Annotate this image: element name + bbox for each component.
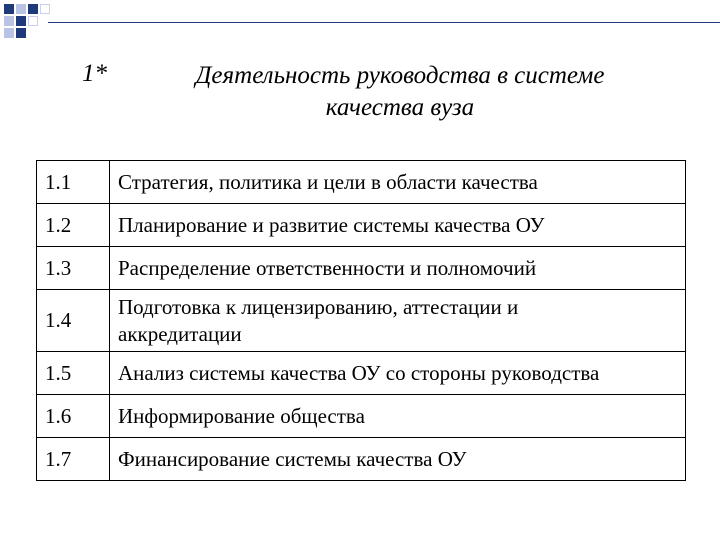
row-text: Стратегия, политика и цели в области качества [110, 161, 686, 204]
table-row [37, 204, 686, 247]
table-row [37, 352, 686, 395]
decor-square [28, 4, 38, 14]
row-text [110, 290, 686, 352]
row-number: 1.1 [37, 161, 110, 204]
row-text: Информирование общества [110, 395, 686, 438]
table-row [37, 438, 686, 481]
row-number: 1.4 [37, 290, 110, 352]
row-number: 1.7 [37, 438, 110, 481]
decor-square [4, 4, 14, 14]
table-row [37, 247, 686, 290]
decor-square [40, 4, 50, 14]
slide-title [0, 58, 720, 128]
row-text: Анализ системы качества ОУ со стороны руководства [110, 352, 686, 395]
row-text-line-1: Подготовка к лицензированию, аттестации и [118, 294, 519, 319]
decor-square [28, 16, 38, 26]
row-text-line-2: аккредитации [118, 321, 242, 346]
section-number: 1* [82, 60, 107, 87]
row-number: 1.5 [37, 352, 110, 395]
row-text: Финансирование системы качества ОУ [110, 438, 686, 481]
table-row [37, 290, 686, 352]
top-rule [48, 22, 720, 23]
decor-square [16, 16, 26, 26]
table-row [37, 395, 686, 438]
row-number: 1.6 [37, 395, 110, 438]
items-table [36, 160, 686, 481]
row-text: Распределение ответственности и полномочий [110, 247, 686, 290]
decor-square [16, 4, 26, 14]
row-text: Планирование и развитие системы качества ОУ [110, 204, 686, 247]
table-row [37, 161, 686, 204]
title-line-1: Деятельность руководства в системе [195, 62, 605, 89]
title-text [150, 60, 650, 124]
row-number: 1.2 [37, 204, 110, 247]
row-number: 1.3 [37, 247, 110, 290]
decor-square [4, 28, 14, 38]
corner-decoration [0, 0, 720, 40]
decor-square [16, 28, 26, 38]
title-line-2: качества вуза [325, 94, 475, 121]
decor-square [4, 16, 14, 26]
